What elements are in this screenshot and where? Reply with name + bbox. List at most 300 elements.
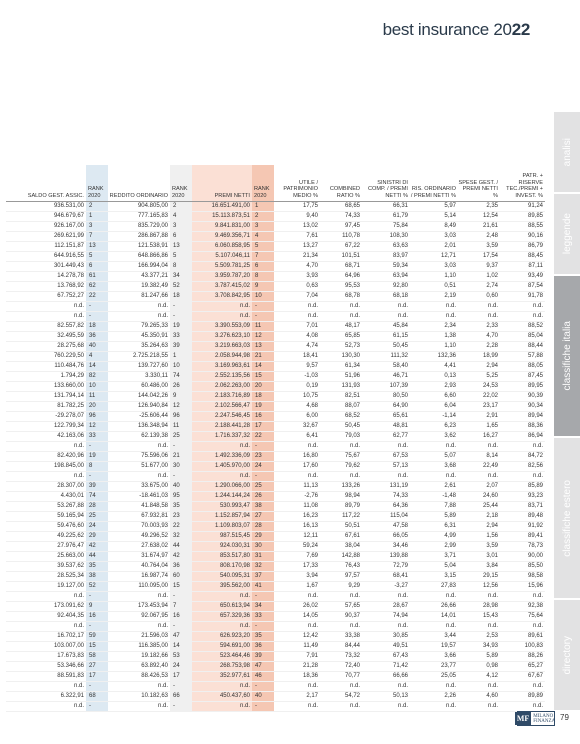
table-cell: 63,94: [362, 272, 410, 282]
table-cell: 19.382,49: [108, 282, 170, 292]
table-cell: 3,68: [410, 462, 458, 472]
table-cell: 91,24: [500, 202, 545, 212]
table-cell: -2,76: [274, 492, 320, 502]
table-cell: 9,37: [458, 262, 500, 272]
column-header: SPESE GEST. / PREMI NETTI %: [458, 165, 500, 202]
table-cell: 83,97: [362, 252, 410, 262]
table-cell: 88,36: [500, 422, 545, 432]
table-row: [6, 442, 545, 452]
table-cell: 11: [252, 322, 274, 332]
table-cell: 8,49: [410, 222, 458, 232]
table-row: [6, 622, 545, 632]
table-cell: 75,67: [320, 452, 362, 462]
table-cell: 44: [170, 542, 192, 552]
table-cell: n.d.: [192, 472, 252, 482]
table-cell: 9,40: [274, 212, 320, 222]
table-cell: 9: [170, 392, 192, 402]
sidebar-tab-leggende[interactable]: [554, 194, 580, 274]
table-cell: 3.169.963,61: [192, 362, 252, 372]
table-cell: 35: [86, 562, 108, 572]
table-cell: 21,28: [274, 662, 320, 672]
table-cell: 54,72: [320, 692, 362, 702]
table-cell: 3,03: [410, 262, 458, 272]
table-row: [6, 432, 545, 442]
table-cell: 946.679,67: [6, 212, 86, 222]
table-cell: 2.062.263,00: [192, 382, 252, 392]
table-cell: 28.307,00: [6, 482, 86, 492]
table-cell: 760.229,50: [6, 352, 86, 362]
table-cell: 12,42: [274, 632, 320, 642]
table-cell: 9.469.356,71: [192, 232, 252, 242]
table-cell: 46,71: [362, 372, 410, 382]
table-cell: 23,17: [458, 402, 500, 412]
table-cell: 36: [252, 642, 274, 652]
table-cell: 31.674,97: [108, 552, 170, 562]
table-cell: 61: [86, 272, 108, 282]
table-cell: 16: [86, 612, 108, 622]
table-cell: 5,25: [458, 372, 500, 382]
table-cell: 21,61: [458, 222, 500, 232]
table-cell: 72,79: [362, 562, 410, 572]
page-number: 79: [560, 713, 569, 722]
table-cell: -25.606,44: [108, 412, 170, 422]
table-cell: n.d.: [6, 622, 86, 632]
table-cell: 83,71: [500, 502, 545, 512]
column-header: RANK 2020: [252, 165, 274, 202]
table-cell: n.d.: [274, 442, 320, 452]
table-cell: 96: [86, 412, 108, 422]
table-cell: 57,13: [362, 462, 410, 472]
table-cell: 72,40: [320, 662, 362, 672]
table-cell: 22,02: [458, 392, 500, 402]
table-cell: 139,88: [362, 552, 410, 562]
table-cell: 136.348,94: [108, 422, 170, 432]
table-cell: 13: [170, 242, 192, 252]
table-cell: 5: [170, 252, 192, 262]
table-cell: n.d.: [410, 702, 458, 712]
table-cell: n.d.: [108, 622, 170, 632]
table-cell: 74: [170, 372, 192, 382]
table-cell: 6: [252, 262, 274, 272]
table-cell: 27: [86, 662, 108, 672]
table-cell: 50,45: [320, 422, 362, 432]
table-cell: 626.923,20: [192, 632, 252, 642]
table-cell: 86,94: [500, 432, 545, 442]
table-cell: 89,95: [500, 382, 545, 392]
table-cell: 3,59: [458, 242, 500, 252]
table-cell: 44: [86, 552, 108, 562]
table-cell: 7,88: [410, 502, 458, 512]
table-cell: -: [86, 312, 108, 322]
table-cell: -: [170, 442, 192, 452]
table-cell: 115,04: [362, 512, 410, 522]
table-cell: -: [86, 592, 108, 602]
table-cell: 0,63: [274, 282, 320, 292]
table-cell: 14,05: [274, 612, 320, 622]
table-cell: 88.426,53: [108, 672, 170, 682]
table-cell: 59,24: [274, 542, 320, 552]
table-cell: 5.509.781,25: [192, 262, 252, 272]
table-cell: 98,94: [320, 492, 362, 502]
table-cell: 47: [170, 632, 192, 642]
table-cell: 352.977,61: [192, 672, 252, 682]
table-cell: 6,23: [410, 422, 458, 432]
table-cell: 90,16: [500, 232, 545, 242]
table-cell: 30,85: [362, 632, 410, 642]
table-cell: 10: [252, 292, 274, 302]
table-cell: 19: [170, 322, 192, 332]
table-cell: 2,94: [458, 362, 500, 372]
table-cell: n.d.: [458, 312, 500, 322]
table-cell: 87,45: [500, 372, 545, 382]
table-cell: 2: [86, 202, 108, 212]
table-cell: 35: [252, 632, 274, 642]
table-cell: 7,69: [274, 552, 320, 562]
table-cell: 74,33: [362, 492, 410, 502]
table-cell: 116.385,00: [108, 642, 170, 652]
table-cell: 133.660,00: [6, 382, 86, 392]
table-cell: 121.538,91: [108, 242, 170, 252]
table-cell: 79,62: [320, 462, 362, 472]
table-cell: 5,97: [410, 202, 458, 212]
table-cell: 20: [252, 382, 274, 392]
table-cell: 62.139,38: [108, 432, 170, 442]
table-cell: 45,84: [362, 322, 410, 332]
table-cell: n.d.: [458, 472, 500, 482]
column-header: PREMI NETTI: [192, 165, 252, 202]
table-cell: 28: [86, 502, 108, 512]
table-cell: 70,77: [320, 672, 362, 682]
table-cell: 34,46: [362, 542, 410, 552]
table-cell: 2,91: [458, 412, 500, 422]
table-cell: 16,80: [274, 452, 320, 462]
table-cell: -18.461,03: [108, 492, 170, 502]
table-cell: 15,96: [500, 582, 545, 592]
table-row: [6, 642, 545, 652]
table-cell: -: [170, 472, 192, 482]
table-cell: 27: [252, 512, 274, 522]
table-cell: n.d.: [274, 622, 320, 632]
table-cell: 41.848,58: [108, 502, 170, 512]
table-cell: 93,23: [500, 492, 545, 502]
table-cell: 64,96: [320, 272, 362, 282]
table-cell: 2.102.566,47: [192, 402, 252, 412]
table-cell: 60: [170, 572, 192, 582]
table-cell: 1: [170, 352, 192, 362]
table-cell: 68,71: [320, 262, 362, 272]
table-cell: 86,79: [500, 242, 545, 252]
table-cell: 0,51: [410, 282, 458, 292]
table-cell: 19.182,66: [108, 652, 170, 662]
table-cell: 17,60: [274, 462, 320, 472]
table-row: [6, 522, 545, 532]
table-cell: 79,03: [320, 432, 362, 442]
table-row: [6, 382, 545, 392]
table-row: [6, 662, 545, 672]
table-row: [6, 502, 545, 512]
sidebar-tab-classifiche-italia[interactable]: [554, 276, 580, 436]
table-cell: 6,00: [274, 412, 320, 422]
table-cell: 0,19: [274, 382, 320, 392]
table-cell: 16,13: [274, 522, 320, 532]
table-cell: 3,44: [410, 632, 458, 642]
table-cell: n.d.: [320, 682, 362, 692]
table-cell: 61,79: [362, 212, 410, 222]
table-cell: 39.537,62: [6, 562, 86, 572]
table-cell: 19: [252, 402, 274, 412]
table-cell: 2,35: [458, 202, 500, 212]
table-cell: 89,41: [500, 532, 545, 542]
table-cell: 3,59: [458, 542, 500, 552]
table-cell: 13,02: [274, 222, 320, 232]
table-cell: 32: [252, 562, 274, 572]
table-cell: 28,98: [458, 602, 500, 612]
table-cell: 88,55: [500, 222, 545, 232]
table-cell: 594.691,00: [192, 642, 252, 652]
table-cell: 2,99: [410, 542, 458, 552]
table-row: [6, 682, 545, 692]
table-cell: 53: [170, 652, 192, 662]
table-cell: 1.244.144,24: [192, 492, 252, 502]
table-cell: 32: [170, 532, 192, 542]
table-cell: 11,49: [274, 642, 320, 652]
table-cell: 7,91: [274, 652, 320, 662]
table-cell: 131.794,14: [6, 392, 86, 402]
table-cell: 88,45: [500, 252, 545, 262]
table-cell: 51,96: [320, 372, 362, 382]
table-cell: 52,73: [320, 342, 362, 352]
table-cell: 22: [86, 292, 108, 302]
table-cell: n.d.: [320, 312, 362, 322]
table-cell: 42: [170, 552, 192, 562]
table-cell: 3,84: [458, 562, 500, 572]
table-cell: n.d.: [6, 312, 86, 322]
table-row: [6, 572, 545, 582]
table-cell: n.d.: [108, 592, 170, 602]
table-cell: 16,27: [458, 432, 500, 442]
table-cell: 88,05: [500, 362, 545, 372]
table-cell: 1,65: [458, 422, 500, 432]
table-cell: 73,32: [320, 652, 362, 662]
table-cell: n.d.: [6, 592, 86, 602]
table-cell: 45.350,91: [108, 332, 170, 342]
table-cell: -29.278,07: [6, 412, 86, 422]
table-cell: 7,04: [274, 292, 320, 302]
table-cell: 21,34: [274, 252, 320, 262]
sidebar-tab-label: directory: [561, 635, 573, 675]
table-cell: n.d.: [274, 702, 320, 712]
column-header: COMBINED RATIO %: [320, 165, 362, 202]
table-cell: 64,90: [362, 402, 410, 412]
table-cell: 88,52: [500, 322, 545, 332]
table-cell: 91,78: [500, 292, 545, 302]
table-cell: 24: [252, 462, 274, 472]
table-cell: n.d.: [6, 442, 86, 452]
table-cell: n.d.: [410, 302, 458, 312]
table-cell: 3,03: [410, 232, 458, 242]
table-cell: 3.708.842,95: [192, 292, 252, 302]
table-cell: 4,12: [458, 672, 500, 682]
table-cell: 4,41: [410, 362, 458, 372]
table-cell: 18: [86, 322, 108, 332]
table-cell: n.d.: [362, 312, 410, 322]
table-cell: 97,57: [320, 572, 362, 582]
table-cell: 53.267,88: [6, 502, 86, 512]
logo-mf: MF: [516, 714, 530, 723]
table-cell: n.d.: [192, 622, 252, 632]
table-cell: 93,49: [500, 272, 545, 282]
table-cell: 67.932,81: [108, 512, 170, 522]
table-cell: 4: [86, 352, 108, 362]
table-cell: n.d.: [500, 302, 545, 312]
table-row: [6, 282, 545, 292]
sidebar-tab-label: classifiche estero: [561, 479, 573, 557]
table-cell: 5,14: [410, 212, 458, 222]
table-cell: 67,61: [320, 532, 362, 542]
table-cell: 38: [252, 502, 274, 512]
table-cell: 4,99: [410, 532, 458, 542]
table-row: [6, 552, 545, 562]
table-cell: 2: [170, 202, 192, 212]
table-cell: 25.663,00: [6, 552, 86, 562]
table-cell: 27,83: [410, 582, 458, 592]
table-cell: -: [252, 442, 274, 452]
table-cell: n.d.: [320, 592, 362, 602]
table-cell: 78,73: [500, 542, 545, 552]
table-cell: 38: [86, 572, 108, 582]
table-cell: n.d.: [500, 682, 545, 692]
table-cell: 12,54: [458, 212, 500, 222]
table-cell: 95,53: [320, 282, 362, 292]
table-cell: 49.225,62: [6, 532, 86, 542]
table-cell: 58,40: [362, 362, 410, 372]
table-cell: -1,14: [410, 412, 458, 422]
table-cell: 4.430,01: [6, 492, 86, 502]
table-cell: 2: [252, 212, 274, 222]
table-cell: n.d.: [108, 302, 170, 312]
table-cell: 70.003,93: [108, 522, 170, 532]
table-cell: 47: [252, 662, 274, 672]
table-cell: 75.596,06: [108, 452, 170, 462]
sidebar-tab-directory[interactable]: [554, 600, 580, 710]
table-cell: 23,77: [410, 662, 458, 672]
table-cell: 3: [86, 222, 108, 232]
table-row: [6, 412, 545, 422]
table-header-row: [6, 165, 545, 202]
table-row: [6, 342, 545, 352]
table-cell: 68,18: [362, 292, 410, 302]
table-cell: 13: [86, 242, 108, 252]
table-cell: 166.994,04: [108, 262, 170, 272]
table-cell: 40.764,04: [108, 562, 170, 572]
sidebar-tab-classifiche-estero[interactable]: [554, 438, 580, 598]
table-cell: 36: [170, 562, 192, 572]
table-cell: 84,44: [320, 642, 362, 652]
table-cell: -1,03: [274, 372, 320, 382]
table-cell: 67,22: [320, 242, 362, 252]
table-cell: 26,02: [274, 602, 320, 612]
table-cell: 0,98: [458, 662, 500, 672]
table-cell: 13: [252, 342, 274, 352]
table-cell: 126.940,84: [108, 402, 170, 412]
table-cell: -: [252, 302, 274, 312]
table-cell: 41: [252, 582, 274, 592]
table-cell: -1,48: [410, 492, 458, 502]
table-cell: n.d.: [320, 302, 362, 312]
table-cell: 85,50: [500, 562, 545, 572]
table-cell: 2,28: [458, 342, 500, 352]
table-cell: 8: [170, 262, 192, 272]
table-cell: n.d.: [500, 472, 545, 482]
table-cell: n.d.: [320, 622, 362, 632]
table-cell: 6.060.858,95: [192, 242, 252, 252]
table-cell: 5: [252, 242, 274, 252]
table-cell: 40: [252, 692, 274, 702]
table-cell: 91,92: [500, 522, 545, 532]
table-cell: 1.492.336,09: [192, 452, 252, 462]
table-row: [6, 472, 545, 482]
table-row: [6, 222, 545, 232]
table-cell: 2,74: [458, 282, 500, 292]
table-cell: 2.183.716,89: [192, 392, 252, 402]
table-cell: 34: [252, 602, 274, 612]
table-row: [6, 292, 545, 302]
table-cell: 36: [86, 332, 108, 342]
table-cell: -: [252, 702, 274, 712]
table-cell: 5: [86, 252, 108, 262]
table-cell: 24: [170, 662, 192, 672]
table-cell: 35.264,63: [108, 342, 170, 352]
table-cell: 19,57: [410, 642, 458, 652]
column-header: SINISTRI DI COMP. / PREMI NETTI %: [362, 165, 410, 202]
table-cell: 21: [170, 452, 192, 462]
table-row: [6, 312, 545, 322]
table-cell: 71,42: [362, 662, 410, 672]
table-cell: 68,41: [362, 572, 410, 582]
table-cell: 33.675,00: [108, 482, 170, 492]
table-row: [6, 452, 545, 462]
table-cell: 853.517,80: [192, 552, 252, 562]
table-cell: 15: [86, 642, 108, 652]
table-cell: n.d.: [410, 622, 458, 632]
sidebar-tab-analisi[interactable]: [554, 112, 580, 192]
table-cell: 80,50: [362, 392, 410, 402]
table-cell: 2.188.441,28: [192, 422, 252, 432]
table-cell: 47,58: [362, 522, 410, 532]
table-cell: 13.768,92: [6, 282, 86, 292]
table-cell: 2.058.944,98: [192, 352, 252, 362]
table-cell: 301.449,43: [6, 262, 86, 272]
table-cell: 5,89: [458, 652, 500, 662]
table-cell: 92.067,95: [108, 612, 170, 622]
table-cell: 6: [86, 262, 108, 272]
table-cell: 108,30: [362, 232, 410, 242]
table-cell: 89,85: [500, 212, 545, 222]
table-cell: 17,75: [274, 202, 320, 212]
table-cell: 74,33: [320, 212, 362, 222]
table-cell: 22: [252, 432, 274, 442]
table-cell: 26,66: [410, 602, 458, 612]
table-cell: 9.841.831,00: [192, 222, 252, 232]
table-cell: n.d.: [458, 682, 500, 692]
table-cell: 4,70: [458, 332, 500, 342]
table-cell: 9: [252, 282, 274, 292]
table-cell: 92,80: [362, 282, 410, 292]
table-cell: 3.276.623,10: [192, 332, 252, 342]
table-cell: n.d.: [458, 702, 500, 712]
table-cell: -: [170, 622, 192, 632]
table-cell: 58: [86, 652, 108, 662]
